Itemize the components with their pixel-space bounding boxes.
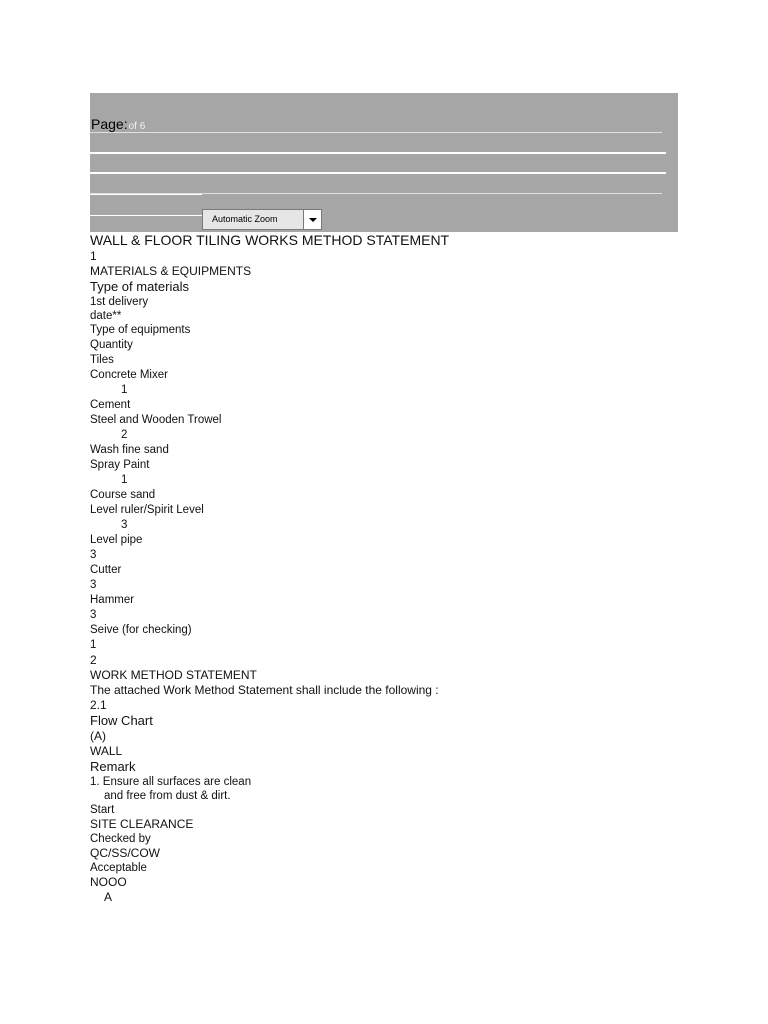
text-line: and free from dust & dirt.	[104, 790, 231, 802]
text-line: The attached Work Method Statement shall include the following :	[90, 683, 439, 697]
text-line: Tiles	[90, 354, 114, 366]
document-text	[90, 232, 650, 905]
text-line: date**	[90, 310, 122, 322]
text-line: 3	[90, 609, 97, 621]
text-line: Quantity	[90, 339, 133, 351]
text-line: Seive (for checking)	[90, 624, 192, 636]
chevron-down-icon[interactable]	[303, 210, 321, 229]
text-line: 3	[90, 549, 97, 561]
text-line: 1	[90, 249, 97, 263]
toolbar-divider	[90, 172, 666, 174]
text-line: 1. Ensure all surfaces are clean	[90, 776, 252, 788]
text-line: NOOO	[90, 875, 127, 889]
text-line: A	[104, 890, 113, 904]
text-line: Hammer	[90, 594, 135, 606]
text-line: Level ruler/Spirit Level	[90, 504, 204, 516]
page-count: of 6	[128, 121, 146, 132]
text-line: Acceptable	[90, 862, 147, 874]
text-line: 1	[121, 384, 128, 396]
text-line: Cement	[90, 399, 131, 411]
text-line: Type of materials	[90, 279, 189, 294]
text-line: Checked by	[90, 833, 151, 845]
document-title: WALL & FLOOR TILING WORKS METHOD STATEMENT	[90, 232, 450, 248]
section-heading: WORK METHOD STATEMENT	[90, 668, 257, 682]
toolbar-divider	[90, 152, 666, 154]
text-line: 1	[121, 474, 128, 486]
zoom-select[interactable]	[202, 209, 322, 230]
text-line: 2	[90, 653, 97, 667]
text-line: Cutter	[90, 564, 122, 576]
text-line: 2	[121, 429, 128, 441]
section-heading: MATERIALS & EQUIPMENTS	[90, 264, 252, 278]
text-line: Spray Paint	[90, 459, 150, 471]
text-line: Concrete Mixer	[90, 369, 168, 381]
text-line: Level pipe	[90, 534, 143, 546]
page-indicator	[91, 116, 145, 132]
toolbar-divider	[90, 132, 662, 133]
text-line: Type of equipments	[90, 324, 191, 336]
text-line: 2.1	[90, 698, 107, 712]
zoom-value: Automatic Zoom	[212, 214, 278, 224]
text-line: 1st delivery	[90, 296, 149, 308]
text-line: Start	[90, 804, 115, 816]
text-line: SITE CLEARANCE	[90, 817, 194, 831]
text-line: Steel and Wooden Trowel	[90, 414, 222, 426]
text-line: (A)	[90, 729, 106, 743]
text-line: 3	[121, 519, 128, 531]
page-label: Page:	[91, 116, 128, 132]
text-line: Course sand	[90, 489, 156, 501]
text-line: 3	[90, 579, 97, 591]
text-line: WALL	[90, 744, 123, 758]
text-line: Wash fine sand	[90, 444, 169, 456]
text-line: QC/SS/COW	[90, 846, 161, 860]
text-line: Remark	[90, 759, 136, 774]
toolbar-divider	[90, 215, 202, 216]
pdf-viewer-toolbar	[90, 93, 678, 232]
text-line: 1	[90, 639, 97, 651]
text-line: Flow Chart	[90, 713, 153, 728]
toolbar-divider	[90, 194, 202, 195]
